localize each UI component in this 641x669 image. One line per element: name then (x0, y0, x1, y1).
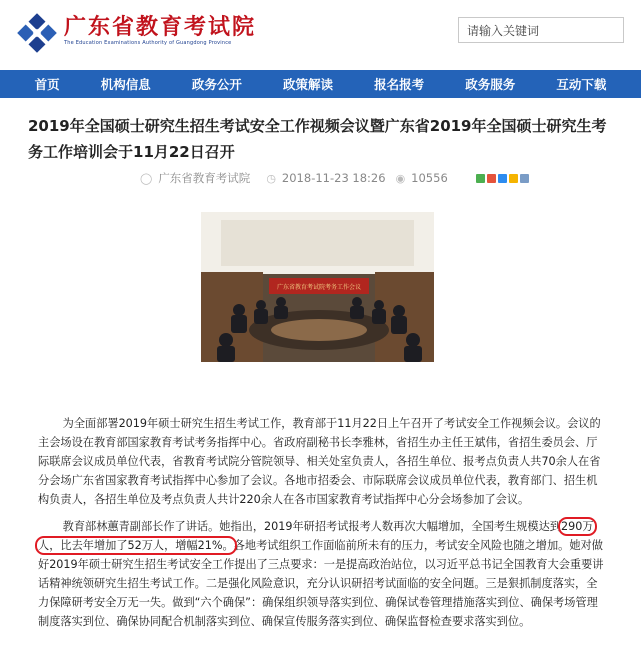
article-paragraph: 为全面部署2019年硕士研究生招生考试工作，教育部于11月22日上午召开了考试安全工作视频会议。会议的主会场设在教育部国家教育考试考务指挥中心。省政府副秘书长李雅林，省招生办主任王斌伟，省招生委员会、厅际联席会议成员单位代表，省教育考试院分管院领导、相关处室负责人，各招生单位、报考点负责人共70余人在省分会场广东省国家教育考试指挥中心参加了会议。各地市招委会、市际联席会议成员单位代表，教育部门、招生机构负责人，各招生单位及考点负责人共计220余人在各市国家教育考试指挥中心分会场参加了会议。 (38, 417, 601, 506)
search-input[interactable]: 请输入关键词 (458, 17, 624, 43)
meeting-photo (201, 212, 434, 362)
site-header (0, 0, 641, 70)
eye-icon: ◉ (395, 171, 406, 185)
paragraph-text: 教育部林蕙青副部长作了讲话。她指出，2019年研招考试报考人数再次大幅增加，全国考生规模达到 (62, 520, 561, 533)
source-icon: ◯ (140, 171, 153, 185)
nav-item-services[interactable]: 政务服务 (465, 77, 516, 92)
site-title[interactable]: 广东省教育考试院 (64, 14, 257, 40)
nav-item-org-info[interactable]: 机构信息 (100, 77, 151, 92)
photo-banner-text: 广东省教育考试院考务工作会议 (276, 284, 362, 291)
share-buttons (476, 174, 529, 183)
article-paragraph (38, 517, 606, 631)
wechat-share-icon[interactable] (476, 174, 485, 183)
clock-icon: ◷ (266, 171, 276, 185)
nav-item-registration[interactable]: 报名报考 (374, 77, 425, 92)
nav-item-policy[interactable]: 政策解读 (282, 77, 333, 92)
site-subtitle: The Education Examinations Authority of Guangdong Province (64, 40, 232, 46)
nav-item-download[interactable]: 互动下载 (556, 77, 607, 92)
more-share-icon[interactable] (520, 174, 529, 183)
logo-icon[interactable] (14, 10, 60, 56)
highlighted-statistic: 290万人，比去年增加了52万人，增幅21%。 (38, 520, 594, 552)
nav-item-home[interactable]: 首页 (34, 77, 60, 92)
meeting-photo-image (201, 212, 434, 362)
article-meta (140, 169, 641, 187)
weibo-share-icon[interactable] (487, 174, 496, 183)
article-body (38, 414, 606, 639)
paragraph-text: 各地考试组织工作面临前所未有的压力，考试安全风险也随之增加。她对做好2019年硕士研究生招生考试安全工作提出了三点要求：一是提高政治站位，以习近平总书记全国教育大会重要讲话精神统领研究生招生考试工作。二是强化风险意识，充分认识研招考试面临的安全问题。三是狠抓制度落实，全力保障研考安全万无一失。做到“六个确保”：确保组织领导落实到位、确保试卷管理措施落实到位、确保考场管理制度落实到位、确保协同配合机制落实到位、确保宣传服务落实到位、确保监督检查要求落实到位。 (38, 539, 604, 628)
qq-share-icon[interactable] (498, 174, 507, 183)
main-nav (0, 70, 641, 98)
article-title: 2019年全国硕士研究生招生考试安全工作视频会议暨广东省2019年全国硕士研究生考务工作培训会于11月22日召开 (28, 117, 607, 161)
article-date: 2018-11-23 18:26 (281, 171, 386, 185)
qzone-share-icon[interactable] (509, 174, 518, 183)
nav-item-gov-affairs[interactable]: 政务公开 (191, 77, 242, 92)
article-views: 10556 (411, 171, 448, 185)
article-source: 广东省教育考试院 (158, 171, 251, 185)
